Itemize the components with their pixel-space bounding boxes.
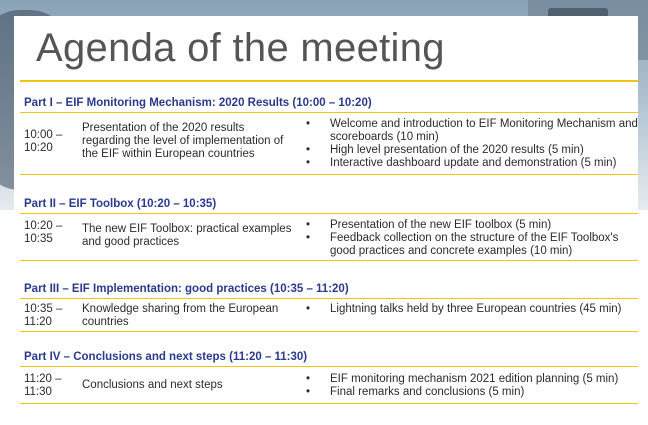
session-item-text: High level presentation of the 2020 results (5 min) (330, 144, 584, 156)
title-divider (20, 80, 638, 82)
bullet-icon: • (306, 232, 311, 244)
session-item-text: Final remarks and conclusions (5 min) (330, 386, 525, 398)
session-item-text: Presentation of the new EIF toolbox (5 min) (330, 219, 552, 231)
session-description: The new EIF Toolbox: practical examples and good practices (82, 223, 292, 248)
session-description: Conclusions and next steps (82, 379, 223, 391)
session-item (306, 303, 638, 316)
session-item (306, 219, 638, 232)
session-item (306, 232, 638, 258)
section-heading: Part III – EIF Implementation: good practices (10:35 – 11:20) (20, 280, 638, 299)
section-heading: Part IV – Conclusions and next steps (11:20 – 11:30) (20, 348, 638, 367)
bullet-icon: • (306, 157, 311, 169)
section-heading: Part I – EIF Monitoring Mechanism: 2020 Results (10:00 – 10:20) (20, 94, 638, 113)
session-item (306, 157, 638, 170)
agenda-row (20, 214, 638, 261)
session-time: 10:35 – 11:20 (24, 303, 63, 328)
agenda-card (14, 16, 638, 425)
agenda-section-part-3 (20, 280, 638, 332)
session-time: 10:20 – 10:35 (24, 220, 63, 245)
agenda-section-part-2 (20, 195, 638, 261)
agenda-section-part-4 (20, 348, 638, 404)
session-time: 10:00 – 10:20 (24, 129, 63, 154)
session-items (306, 219, 638, 258)
session-item (306, 118, 638, 144)
session-description: Presentation of the 2020 results regarding the level of implementation of the EIF within European countries (82, 122, 284, 160)
session-item (306, 373, 638, 386)
session-items (306, 303, 638, 316)
bullet-icon: • (306, 118, 311, 130)
bullet-icon: • (306, 373, 311, 385)
session-item (306, 144, 638, 157)
session-item-text: Welcome and introduction to EIF Monitoring Mechanism and scoreboards (10 min) (330, 118, 638, 143)
session-time: 11:20 – 11:30 (24, 373, 62, 398)
section-heading: Part II – EIF Toolbox (10:20 – 10:35) (20, 195, 638, 214)
bullet-icon: • (306, 386, 311, 398)
agenda-row (20, 113, 638, 175)
bullet-icon: • (306, 303, 311, 315)
session-item-text: Lightning talks held by three European countries (45 min) (330, 303, 622, 315)
session-item-text: EIF monitoring mechanism 2021 edition planning (5 min) (330, 373, 619, 385)
session-item-text: Interactive dashboard update and demonstration (5 min) (330, 157, 617, 169)
bullet-icon: • (306, 144, 311, 156)
session-item-text: Feedback collection on the structure of the EIF Toolbox's good practices and concrete examples (10 min) (330, 232, 619, 257)
agenda-row (20, 299, 638, 332)
bullet-icon: • (306, 219, 311, 231)
session-items (306, 373, 638, 399)
agenda-section-part-1 (20, 94, 638, 175)
page-title: Agenda of the meeting (36, 26, 445, 70)
agenda-row (20, 367, 638, 404)
session-item (306, 386, 638, 399)
session-items (306, 118, 638, 170)
session-description: Knowledge sharing from the European countries (82, 303, 279, 328)
